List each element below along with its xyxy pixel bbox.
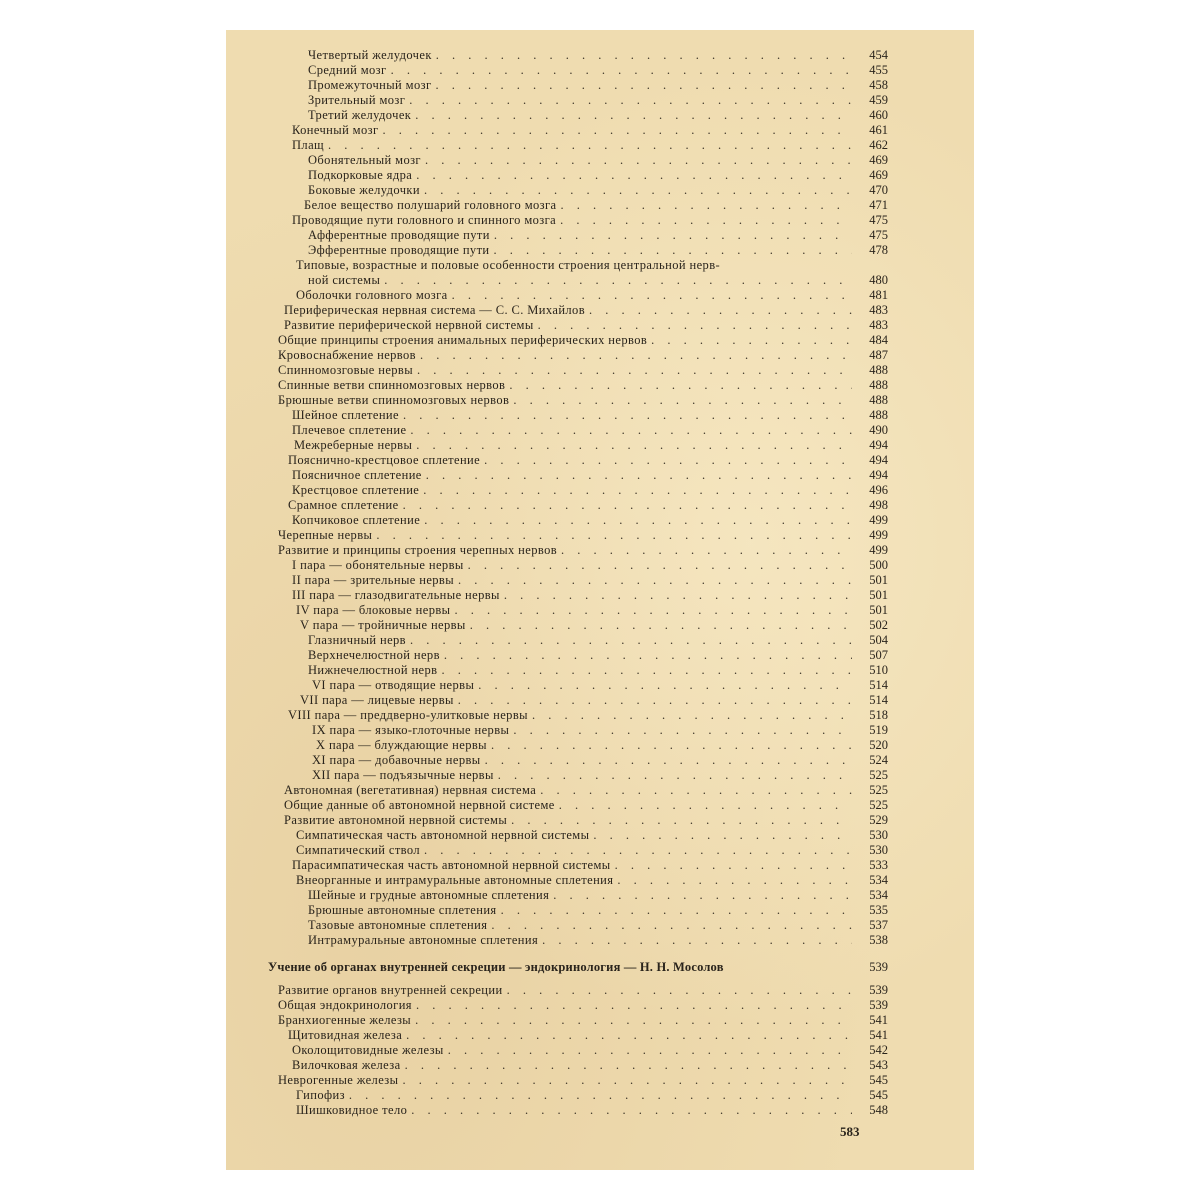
toc-leader-dots: [534, 318, 852, 333]
toc-entry-title: Промежуточный мозг: [308, 78, 432, 92]
toc-entry: [308, 918, 852, 933]
toc-entry-page: 499: [869, 513, 888, 527]
toc-leader-dots: [399, 498, 852, 513]
toc-leader-dots: [536, 783, 852, 798]
toc-leader-dots: [379, 123, 852, 138]
toc-entry: [284, 798, 852, 813]
toc-entry: [278, 528, 852, 543]
toc-entry-title: Проводящие пути головного и спинного мозга: [292, 213, 557, 227]
toc-leader-dots: [487, 918, 852, 933]
toc-leader-dots: [528, 708, 852, 723]
toc-entry: [278, 543, 852, 558]
toc-leader-dots: [420, 843, 852, 858]
toc-entry-page: 524: [869, 753, 888, 767]
toc-entry-page: 498: [869, 498, 888, 512]
toc-leader-dots: [480, 453, 852, 468]
toc-entry-title: Оболочки головного мозга: [296, 288, 448, 302]
toc-leader-dots: [421, 153, 852, 168]
toc-entry: [288, 498, 852, 513]
toc-entry-title: IV пара — блоковые нервы: [296, 603, 451, 617]
toc-entry-page: 494: [869, 453, 888, 467]
toc-entry: [300, 693, 852, 708]
toc-entry-title: Афферентные проводящие пути: [308, 228, 490, 242]
toc-entry-page: 454: [869, 48, 888, 62]
toc-entry-title: Плечевое сплетение: [292, 423, 407, 437]
toc-entry: [278, 333, 852, 348]
toc-leader-dots: [412, 168, 852, 183]
toc-entry: [294, 438, 852, 453]
toc-entry-title: Черепные нервы: [278, 528, 373, 542]
toc-entry-page: 535: [869, 903, 888, 917]
toc-entry-page: 514: [869, 678, 888, 692]
toc-entry-title: Общая эндокринология: [278, 998, 412, 1012]
toc-entry: [288, 1028, 852, 1043]
toc-leader-dots: [487, 738, 852, 753]
book-page: [226, 30, 974, 1170]
toc-leader-dots: [420, 183, 852, 198]
toc-entry: [292, 513, 852, 528]
toc-entry: [308, 273, 852, 288]
toc-entry-page: 545: [869, 1073, 888, 1087]
toc-entry-title: Парасимпатическая часть автономной нервной системы: [292, 858, 611, 872]
toc-entry-page: 458: [869, 78, 888, 92]
toc-entry-page: 461: [869, 123, 888, 137]
toc-entry: [308, 633, 852, 648]
toc-entry-page: 504: [869, 633, 888, 647]
toc-entry-title: Щитовидная железа: [288, 1028, 403, 1042]
toc-entry-page: 460: [869, 108, 888, 122]
toc-entry-page: 487: [869, 348, 888, 362]
toc-entry-page: 483: [869, 303, 888, 317]
toc-leader-dots: [589, 828, 852, 843]
toc-leader-dots: [557, 198, 853, 213]
toc-leader-dots: [481, 753, 852, 768]
toc-entry-page: 469: [869, 153, 888, 167]
toc-entry-title: Белое вещество полушарий головного мозга: [304, 198, 557, 212]
toc-leader-dots: [406, 633, 852, 648]
toc-entry: [308, 48, 852, 63]
toc-entry-title: Учение об органах внутренней секреции — эндокринология — Н. Н. Мосолов: [268, 960, 724, 974]
toc-entry-page: 502: [869, 618, 888, 632]
toc-leader-dots: [419, 483, 852, 498]
toc-entry: [312, 753, 852, 768]
toc-entry-page: 488: [869, 408, 888, 422]
toc-entry: [278, 348, 852, 363]
toc-leader-dots: [437, 663, 852, 678]
toc-entry: [296, 1103, 852, 1118]
toc-entry: [308, 93, 852, 108]
toc-leader-dots: [556, 213, 852, 228]
toc-leader-dots: [503, 983, 852, 998]
toc-leader-dots: [613, 873, 852, 888]
toc-leader-dots: [494, 768, 852, 783]
toc-entry-page: 480: [869, 273, 888, 287]
toc-entry: [278, 1073, 852, 1088]
toc-entry: [296, 828, 852, 843]
toc-entry-title: Кровоснабжение нервов: [278, 348, 416, 362]
toc-entry-title: Боковые желудочки: [308, 183, 420, 197]
toc-entry-title: Шейное сплетение: [292, 408, 399, 422]
toc-leader-dots: [398, 1073, 852, 1088]
toc-leader-dots: [432, 48, 852, 63]
toc-leader-dots: [466, 618, 852, 633]
toc-entry-page: 548: [869, 1103, 888, 1117]
toc-entry-title: VIII пара — преддверно-улитковые нервы: [288, 708, 528, 722]
toc-entry-title: Поясничное сплетение: [292, 468, 422, 482]
toc-entry: [308, 183, 852, 198]
toc-entry-title: VI пара — отводящие нервы: [312, 678, 475, 692]
toc-entry-page: 500: [869, 558, 888, 572]
toc-leader-dots: [407, 1103, 852, 1118]
toc-entry: [312, 768, 852, 783]
toc-entry: [308, 648, 852, 663]
toc-leader-dots: [440, 648, 852, 663]
toc-entry-page: 484: [869, 333, 888, 347]
toc-entry: [284, 303, 852, 318]
toc-entry-page: 462: [869, 138, 888, 152]
toc-entry: [284, 318, 852, 333]
toc-entry-page: 470: [869, 183, 888, 197]
toc-leader-dots: [611, 858, 852, 873]
toc-entry-title: Срамное сплетение: [288, 498, 399, 512]
toc-entry: [284, 813, 852, 828]
toc-entry: [292, 408, 852, 423]
toc-entry-page: 520: [869, 738, 888, 752]
toc-entry-page: 514: [869, 693, 888, 707]
toc-leader-dots: [387, 63, 852, 78]
toc-entry: [292, 858, 852, 873]
toc-entry-page: 494: [869, 438, 888, 452]
toc-entry: [278, 378, 852, 393]
toc-entry-title: II пара — зрительные нервы: [292, 573, 455, 587]
toc-entry: [300, 618, 852, 633]
toc-entry: [296, 873, 852, 888]
toc-entry-title: Симпатическая часть автономной нервной системы: [296, 828, 590, 842]
toc-entry: [278, 363, 852, 378]
toc-entry: [308, 78, 852, 93]
toc-entry: [308, 228, 852, 243]
toc-entry-title: VII пара — лицевые нервы: [300, 693, 454, 707]
toc-entry-page: 488: [869, 363, 888, 377]
toc-entry: [296, 843, 852, 858]
toc-leader-dots: [401, 1058, 852, 1073]
toc-entry-page: 483: [869, 318, 888, 332]
toc-entry: [296, 258, 852, 273]
toc-leader-dots: [406, 423, 852, 438]
toc-leader-dots: [490, 228, 852, 243]
toc-entry-page: 501: [869, 573, 888, 587]
toc-leader-dots: [474, 678, 852, 693]
toc-entry-title: ной системы: [308, 273, 381, 287]
toc-entry-page: 496: [869, 483, 888, 497]
toc-entry-title: X пара — блуждающие нервы: [316, 738, 487, 752]
toc-entry-title: Плащ: [292, 138, 325, 152]
toc-entry-page: 525: [869, 783, 888, 797]
toc-entry: [308, 108, 852, 123]
toc-entry-page: 507: [869, 648, 888, 662]
toc-entry-title: III пара — глазодвигательные нервы: [292, 588, 500, 602]
toc-entry-title: Тазовые автономные сплетения: [308, 918, 488, 932]
toc-entry: [304, 198, 852, 213]
toc-entry-title: Средний мозг: [308, 63, 387, 77]
toc-entry: [312, 723, 852, 738]
toc-leader-dots: [647, 333, 852, 348]
toc-entry-page: 455: [869, 63, 888, 77]
toc-entry: [292, 483, 852, 498]
toc-leader-dots: [405, 93, 852, 108]
toc-entry-title: Эфферентные проводящие пути: [308, 243, 490, 257]
toc-leader-dots: [585, 303, 852, 318]
toc-entry: [308, 888, 852, 903]
toc-leader-dots: [399, 408, 852, 423]
toc-entry-page: 518: [869, 708, 888, 722]
toc-leader-dots: [412, 998, 852, 1013]
toc-entry-page: 541: [869, 1013, 888, 1027]
toc-entry: [308, 63, 852, 78]
toc-leader-dots: [411, 1013, 852, 1028]
toc-leader-dots: [412, 438, 852, 453]
toc-entry: [292, 123, 852, 138]
toc-entry-page: 499: [869, 528, 888, 542]
toc-entry-title: Гипофиз: [296, 1088, 345, 1102]
toc-entry: [312, 678, 852, 693]
toc-entry-title: Общие принципы строения анимальных периферических нервов: [278, 333, 648, 347]
toc-entry-page: 534: [869, 873, 888, 887]
toc-entry-page: 519: [869, 723, 888, 737]
toc-leader-dots: [345, 1088, 852, 1103]
toc-entry-title: Неврогенные железы: [278, 1073, 399, 1087]
toc-entry: [292, 558, 852, 573]
page-number: 583: [840, 1124, 860, 1139]
toc-entry: [308, 663, 852, 678]
toc-entry-page: 475: [869, 213, 888, 227]
toc-entry-title: Периферическая нервная система — С. С. Михайлов: [284, 303, 586, 317]
toc-entry: [292, 588, 852, 603]
toc-leader-dots: [509, 393, 852, 408]
toc-entry-page: 499: [869, 543, 888, 557]
toc-entry-title: Интрамуральные автономные сплетения: [308, 933, 539, 947]
toc-entry-title: Бранхиогенные железы: [278, 1013, 412, 1027]
toc-entry: [292, 138, 852, 153]
toc-entry-page: 471: [869, 198, 888, 212]
toc-entry-title: Брюшные ветви спинномозговых нервов: [278, 393, 510, 407]
toc-entry-title: Шишковидное тело: [296, 1103, 408, 1117]
toc-leader-dots: [380, 273, 852, 288]
toc-leader-dots: [402, 1028, 852, 1043]
toc-leader-dots: [507, 813, 852, 828]
toc-entry-page: 481: [869, 288, 888, 302]
toc-entry-title: Нижнечелюстной нерв: [308, 663, 438, 677]
toc-entry-page: 510: [869, 663, 888, 677]
toc-leader-dots: [497, 903, 852, 918]
toc-leader-dots: [444, 1043, 852, 1058]
toc-leader-dots: [450, 603, 852, 618]
toc-entry-title: Спинномозговые нервы: [278, 363, 414, 377]
toc-entry-page: 490: [869, 423, 888, 437]
toc-entry-title: Конечный мозг: [292, 123, 379, 137]
toc-leader-dots: [448, 288, 852, 303]
toc-entry-page: 542: [869, 1043, 888, 1057]
toc-entry-page: [852, 258, 888, 273]
toc-leader-dots: [500, 588, 852, 603]
toc-entry: [292, 573, 852, 588]
toc-leader-dots: [324, 138, 852, 153]
toc-entry-title: V пара — тройничные нервы: [300, 618, 466, 632]
toc-entry: [292, 213, 852, 228]
toc-entry-title: Верхнечелюстной нерв: [308, 648, 440, 662]
toc-entry-page: 529: [869, 813, 888, 827]
toc-leader-dots: [490, 243, 852, 258]
toc-leader-dots: [420, 513, 852, 528]
toc-entry-title: Брюшные автономные сплетения: [308, 903, 497, 917]
toc-leader-dots: [454, 573, 852, 588]
toc-entry-page: 539: [869, 998, 888, 1012]
toc-entry-title: Четвертый желудочек: [308, 48, 432, 62]
toc-entry-title: Подкорковые ядра: [308, 168, 413, 182]
toc-entry: [308, 903, 852, 918]
toc-entry-title: Симпатический ствол: [296, 843, 421, 857]
toc-entry-title: XI пара — добавочные нервы: [312, 753, 481, 767]
toc-entry: [296, 603, 852, 618]
toc-entry-title: Глазничный нерв: [308, 633, 406, 647]
toc-entry: [278, 983, 852, 998]
toc-leader-dots: [505, 378, 852, 393]
toc-entry-page: 525: [869, 768, 888, 782]
toc-leader-dots: [416, 348, 852, 363]
toc-entry-page: 538: [869, 933, 888, 947]
toc-entry-page: 475: [869, 228, 888, 242]
toc-entry: [308, 153, 852, 168]
toc-leader-dots: [372, 528, 852, 543]
toc-entry-page: 501: [869, 603, 888, 617]
toc-entry-page: 545: [869, 1088, 888, 1102]
toc-leader-dots: [413, 363, 852, 378]
toc-entry-title: Копчиковое сплетение: [292, 513, 421, 527]
toc-entry-page: 534: [869, 888, 888, 902]
toc-entry-title: Обонятельный мозг: [308, 153, 421, 167]
toc-entry-page: 539: [869, 983, 888, 997]
toc-entry-title: Шейные и грудные автономные сплетения: [308, 888, 550, 902]
toc-entry: [278, 998, 852, 1013]
toc-entry-page: 530: [869, 828, 888, 842]
toc-entry-title: Развитие и принципы строения черепных нервов: [278, 543, 558, 557]
toc-entry-title: Межреберные нервы: [294, 438, 413, 452]
toc-entry-title: Развитие органов внутренней секреции: [278, 983, 503, 997]
toc-leader-dots: [549, 888, 852, 903]
toc-entry: [292, 1043, 852, 1058]
toc-entry: [308, 933, 852, 948]
toc-entry-page: 539: [869, 960, 888, 974]
toc-entry-page: 543: [869, 1058, 888, 1072]
toc-leader-dots: [411, 108, 852, 123]
toc-entry: [292, 1058, 852, 1073]
toc-entry-page: 530: [869, 843, 888, 857]
toc-leader-dots: [555, 798, 852, 813]
toc-leader-dots: [509, 723, 852, 738]
toc-entry-page: 478: [869, 243, 888, 257]
toc-entry-title: Зрительный мозг: [308, 93, 406, 107]
toc-entry-title: Крестцовое сплетение: [292, 483, 420, 497]
toc-entry-page: 525: [869, 798, 888, 812]
toc-entry-page: 541: [869, 1028, 888, 1042]
toc-entry-page: 537: [869, 918, 888, 932]
toc-entry: [316, 738, 852, 753]
toc-entry: [288, 708, 852, 723]
toc-entry: [292, 423, 852, 438]
toc-entry: [308, 243, 852, 258]
toc-entry-page: 469: [869, 168, 888, 182]
toc-entry-title: Развитие периферической нервной системы: [284, 318, 534, 332]
toc-entry-page: 501: [869, 588, 888, 602]
toc-leader-dots: [557, 543, 852, 558]
toc-entry: [292, 468, 852, 483]
toc-leader-dots: [431, 78, 852, 93]
toc-entry: [284, 783, 852, 798]
toc-entry-title: I пара — обонятельные нервы: [292, 558, 464, 572]
toc-entry: [268, 960, 852, 975]
toc-entry-page: 494: [869, 468, 888, 482]
toc-entry: [296, 288, 852, 303]
toc-leader-dots: [538, 933, 852, 948]
toc-entry: [308, 168, 852, 183]
toc-entry-title: IX пара — языко-глоточные нервы: [312, 723, 510, 737]
toc-entry-page: 533: [869, 858, 888, 872]
toc-entry-title: XII пара — подъязычные нервы: [312, 768, 494, 782]
toc-entry-title: Третий желудочек: [308, 108, 412, 122]
toc-entry-page: 459: [869, 93, 888, 107]
toc-entry-title: Вилочковая железа: [292, 1058, 401, 1072]
toc-entry: [296, 1088, 852, 1103]
toc-entry: [288, 453, 852, 468]
toc-entry-title: Спинные ветви спинномозговых нервов: [278, 378, 506, 392]
toc-entry-title: Типовые, возрастные и половые особенности строения центральной нерв-: [296, 258, 721, 272]
toc-entry-page: 488: [869, 378, 888, 392]
toc-entry-title: Автономная (вегетативная) нервная система: [284, 783, 537, 797]
toc-leader-dots: [454, 693, 852, 708]
toc-leader-dots: [422, 468, 852, 483]
toc-entry: [278, 1013, 852, 1028]
toc-entry: [278, 393, 852, 408]
toc-entry-title: Общие данные об автономной нервной системе: [284, 798, 555, 812]
toc-entry-title: Пояснично-крестцовое сплетение: [288, 453, 481, 467]
toc-entry-title: Околощитовидные железы: [292, 1043, 444, 1057]
toc-entry-page: 488: [869, 393, 888, 407]
toc-leader-dots: [464, 558, 852, 573]
toc-entry-title: Внеорганные и интрамуральные автономные сплетения: [296, 873, 614, 887]
toc-entry-title: Развитие автономной нервной системы: [284, 813, 508, 827]
